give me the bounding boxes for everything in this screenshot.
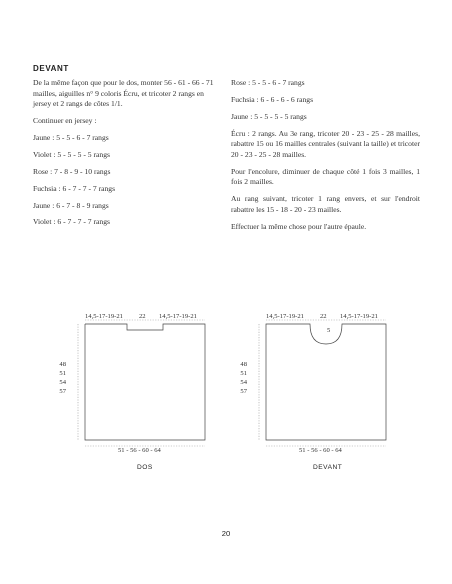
paragraph: Jaune : 5 - 5 - 5 - 5 rangs bbox=[231, 111, 307, 121]
height-labels: 48 51 54 57 bbox=[59, 361, 66, 395]
paragraph: Fuchsia : 6 - 7 - 7 - 7 rangs bbox=[33, 183, 116, 193]
neck-width-label: 22 bbox=[139, 313, 146, 320]
left-text-column bbox=[33, 78, 218, 234]
neck-depth-label: 5 bbox=[327, 327, 331, 334]
paragraph: Jaune : 6 - 7 - 8 - 9 rangs bbox=[33, 200, 109, 210]
height-labels: 48 51 54 57 bbox=[240, 361, 247, 395]
diagram-caption: DOS bbox=[137, 464, 153, 471]
paragraph: Pour l'encolure, diminuer de chaque côté 1 fois 3 mailles, 1 fois 2 mailles. bbox=[231, 166, 420, 187]
paragraph: Violet : 5 - 5 - 5 - 5 rangs bbox=[33, 149, 110, 159]
shoulder-width-label: 14,5-17-19-21 bbox=[266, 313, 304, 320]
width-label: 51 - 56 - 60 - 64 bbox=[299, 447, 342, 454]
paragraph: Continuer en jersey : bbox=[33, 116, 97, 126]
paragraph: Fuchsia : 6 - 6 - 6 - 6 rangs bbox=[231, 94, 314, 104]
paragraph: De la même façon que pour le dos, monter 56 - 61 - 66 - 71 mailles, aiguilles n° 9 coloris Écru, et tricoter 2 rangs en jersey et 2 rangs de côtes 1/1. bbox=[33, 78, 214, 109]
neck-width-label: 22 bbox=[320, 313, 327, 320]
paragraph: Rose : 7 - 8 - 9 - 10 rangs bbox=[33, 166, 111, 176]
shoulder-width-label: 14,5-17-19-21 bbox=[85, 313, 123, 320]
section-heading: DEVANT bbox=[33, 64, 69, 73]
shoulder-width-label-right: 14,5-17-19-21 bbox=[340, 313, 378, 320]
diagram-caption: DEVANT bbox=[313, 464, 343, 471]
paragraph: Écru : 2 rangs. Au 3e rang, tricoter 20 - 23 - 25 - 28 mailles, rabattre 15 ou 16 mailles centrales (suivant la taille) et tricoter 20 - 23 - 25 - 28 mailles. bbox=[231, 128, 420, 159]
devant-diagram bbox=[236, 300, 426, 480]
page-number: 20 bbox=[221, 529, 231, 538]
paragraph: Rose : 5 - 5 - 6 - 7 rangs bbox=[231, 78, 305, 87]
dos-diagram bbox=[55, 300, 245, 480]
width-label: 51 - 56 - 60 - 64 bbox=[118, 447, 161, 454]
paragraph: Jaune : 5 - 5 - 6 - 7 rangs bbox=[33, 132, 109, 142]
right-text-column bbox=[231, 78, 420, 239]
paragraph: Au rang suivant, tricoter 1 rang envers, et sur l'endroit rabattre les 15 - 18 - 20 - 23 mailles. bbox=[231, 194, 420, 214]
shoulder-width-label-right: 14,5-17-19-21 bbox=[159, 313, 197, 320]
paragraph: Violet : 6 - 7 - 7 - 7 rangs bbox=[33, 217, 110, 227]
paragraph: Effectuer la même chose pour l'autre épaule. bbox=[231, 221, 367, 231]
